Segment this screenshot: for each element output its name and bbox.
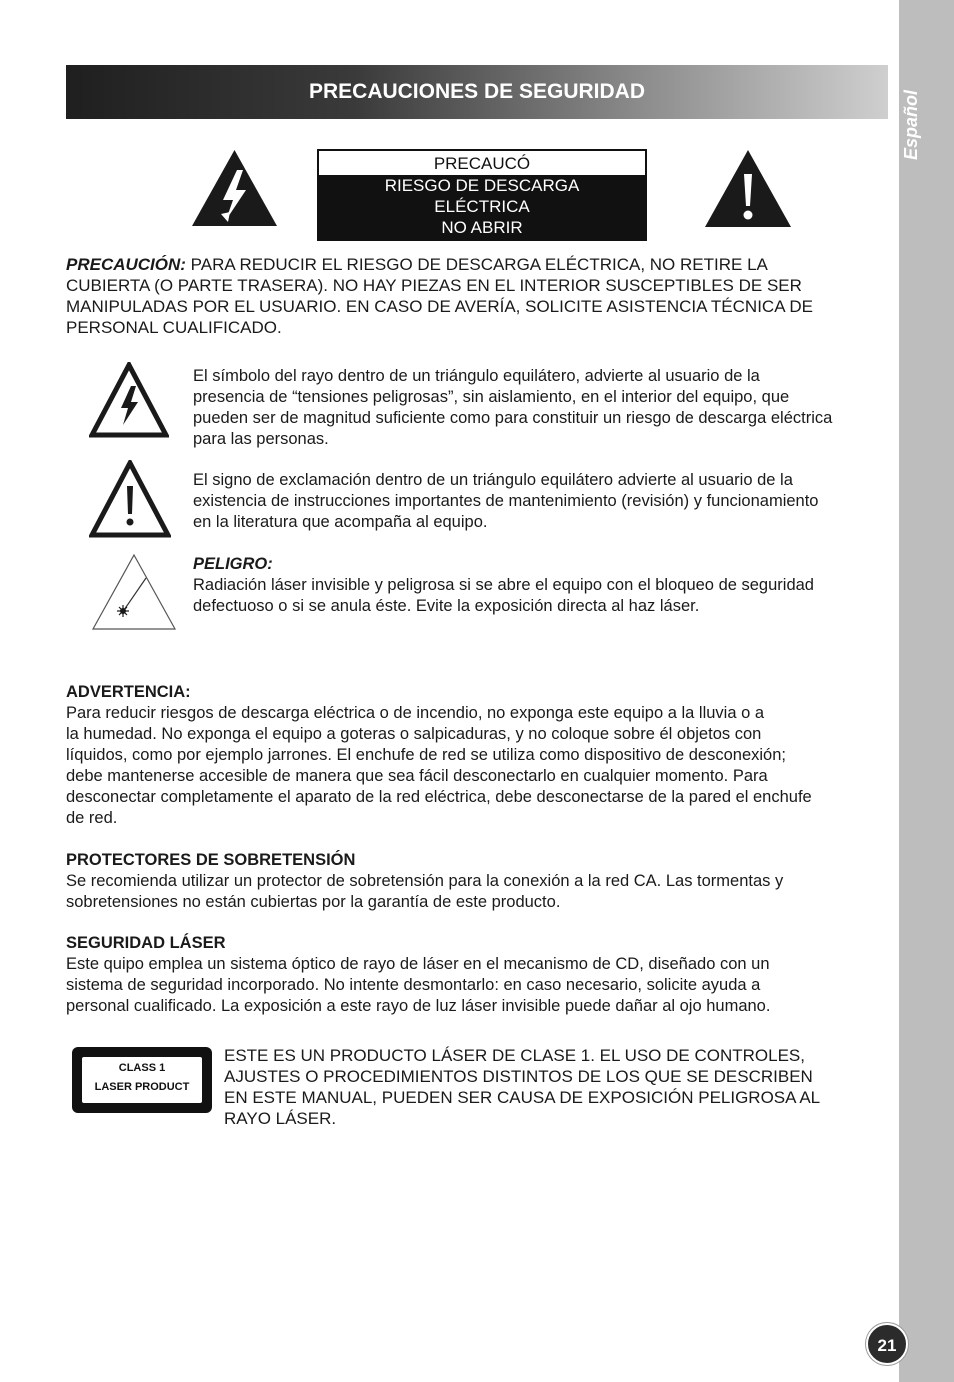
lightning-text-line: presencia de “tensiones peligrosas”, sin aislamiento, en el interior del equipo, que bbox=[193, 388, 790, 406]
class-text-line: ESTE ES UN PRODUCTO LÁSER DE CLASE 1. EL USO DE CONTROLES, bbox=[224, 1046, 805, 1065]
lightning-text-line: para las personas. bbox=[193, 430, 329, 448]
danger-label: PELIGRO: bbox=[193, 555, 273, 573]
class-label-line-2: LASER PRODUCT bbox=[94, 1081, 190, 1093]
advertencia-line: Para reducir riesgos de descarga eléctrica o de incendio, no exponga este equipo a la lluvia o a bbox=[66, 704, 765, 722]
class-label-line-1: CLASS 1 bbox=[118, 1062, 166, 1074]
language-sidebar bbox=[899, 0, 954, 1382]
laser-safety-section bbox=[66, 933, 896, 1017]
lightning-text-line: pueden ser de magnitud suficiente como para constituir un riesgo de descarga eléctrica bbox=[193, 409, 833, 427]
warning-box-line-4: NO ABRIR bbox=[441, 218, 523, 237]
lightning-text-line: El símbolo del rayo dentro de un triángulo equilátero, advierte al usuario de la bbox=[193, 367, 760, 385]
protectores-line: sobretensiones no están cubiertas por la garantía de este producto. bbox=[66, 893, 561, 911]
exclamation-warning-icon bbox=[703, 148, 793, 229]
advertencia-line: desconectar completamente el aparato de la red eléctrica, debe desconectarse de la pared el enchufe bbox=[66, 788, 812, 806]
class-text-line: AJUSTES O PROCEDIMIENTOS DISTINTOS DE LOS QUE SE DESCRIBEN bbox=[224, 1067, 813, 1086]
warning-box-line-1: PRECAUCÓ bbox=[319, 151, 645, 175]
laser-radiation-icon bbox=[90, 552, 178, 632]
laser-line: Este quipo emplea un sistema óptico de rayo de láser en el mecanismo de CD, diseñado con un bbox=[66, 955, 770, 973]
advertencia-section bbox=[66, 682, 896, 829]
laser-line: personal cualificado. La exposición a este rayo de luz láser invisible puede dañar al ojo humano. bbox=[66, 997, 771, 1015]
caution-line-2: CUBIERTA (O PARTE TRASERA). NO HAY PIEZAS EN EL INTERIOR SUSCEPTIBLES DE SER bbox=[66, 276, 802, 295]
caution-line-3: MANIPULADAS POR EL USUARIO. EN CASO DE AVERÍA, SOLICITE ASISTENCIA TÉCNICA DE bbox=[66, 297, 813, 316]
laser-line: sistema de seguridad incorporado. No intente desmontarlo: en caso necesario, solicite ayuda a bbox=[66, 976, 761, 994]
advertencia-line: líquidos, como por ejemplo jarrones. El enchufe de red se utiliza como dispositivo de desconexión; bbox=[66, 746, 786, 764]
class-1-laser-label bbox=[72, 1047, 212, 1113]
danger-text-line: Radiación láser invisible y peligrosa si se abre el equipo con el bloqueo de seguridad bbox=[193, 576, 814, 594]
page-number: 21 bbox=[866, 1323, 908, 1365]
advertencia-line: de red. bbox=[66, 809, 118, 827]
exclamation-text-line: El signo de exclamación dentro de un triángulo equilátero advierte al usuario de la bbox=[193, 471, 793, 489]
caution-line-4: PERSONAL CUALIFICADO. bbox=[66, 318, 282, 337]
advertencia-line: debe mantenerse accesible de manera que sea fácil desconectarlo en cualquier momento. Para bbox=[66, 767, 768, 785]
caution-line-1: PARA REDUCIR EL RIESGO DE DESCARGA ELÉCTRICA, NO RETIRE LA bbox=[185, 255, 768, 274]
danger-text-line: defectuoso o si se anula éste. Evite la exposición directa al haz láser. bbox=[193, 597, 700, 615]
page-title: PRECAUCIONES DE SEGURIDAD bbox=[308, 80, 646, 103]
class-text-line: EN ESTE MANUAL, PUEDEN SER CAUSA DE EXPOSICIÓN PELIGROSA AL bbox=[224, 1088, 821, 1107]
warning-box-line-3: ELÉCTRICA bbox=[434, 197, 530, 216]
danger-explanation bbox=[193, 554, 893, 617]
lightning-explanation bbox=[193, 366, 893, 450]
language-label bbox=[901, 134, 922, 160]
exclamation-text-line: en la literatura que acompaña al equipo. bbox=[193, 513, 488, 531]
caution-paragraph bbox=[66, 254, 896, 338]
laser-heading: SEGURIDAD LÁSER bbox=[66, 934, 226, 952]
exclamation-text-line: existencia de instrucciones importantes de mantenimiento (revisión) y funcionamiento bbox=[193, 492, 819, 510]
lightning-warning-icon bbox=[190, 148, 279, 228]
protectores-section bbox=[66, 850, 896, 913]
advertencia-line: la humedad. No exponga el equipo a goteras o salpicaduras, y no coloque sobre él objetos con bbox=[66, 725, 762, 743]
caution-label-box bbox=[317, 149, 647, 241]
class-1-label-inner bbox=[82, 1057, 202, 1103]
warning-box-line-2: RIESGO DE DESCARGA bbox=[384, 176, 580, 195]
protectores-heading: PROTECTORES DE SOBRETENSIÓN bbox=[66, 851, 356, 869]
caution-label: PRECAUCIÓN: bbox=[66, 255, 186, 274]
lightning-triangle-icon bbox=[89, 362, 169, 438]
advertencia-heading: ADVERTENCIA: bbox=[66, 683, 191, 701]
exclamation-triangle-icon bbox=[89, 460, 171, 538]
class-text-line: RAYO LÁSER. bbox=[224, 1109, 337, 1128]
class-1-statement bbox=[224, 1045, 894, 1129]
exclamation-explanation bbox=[193, 470, 893, 533]
protectores-line: Se recomienda utilizar un protector de sobretensión para la conexión a la red CA. Las tormentas y bbox=[66, 872, 784, 890]
